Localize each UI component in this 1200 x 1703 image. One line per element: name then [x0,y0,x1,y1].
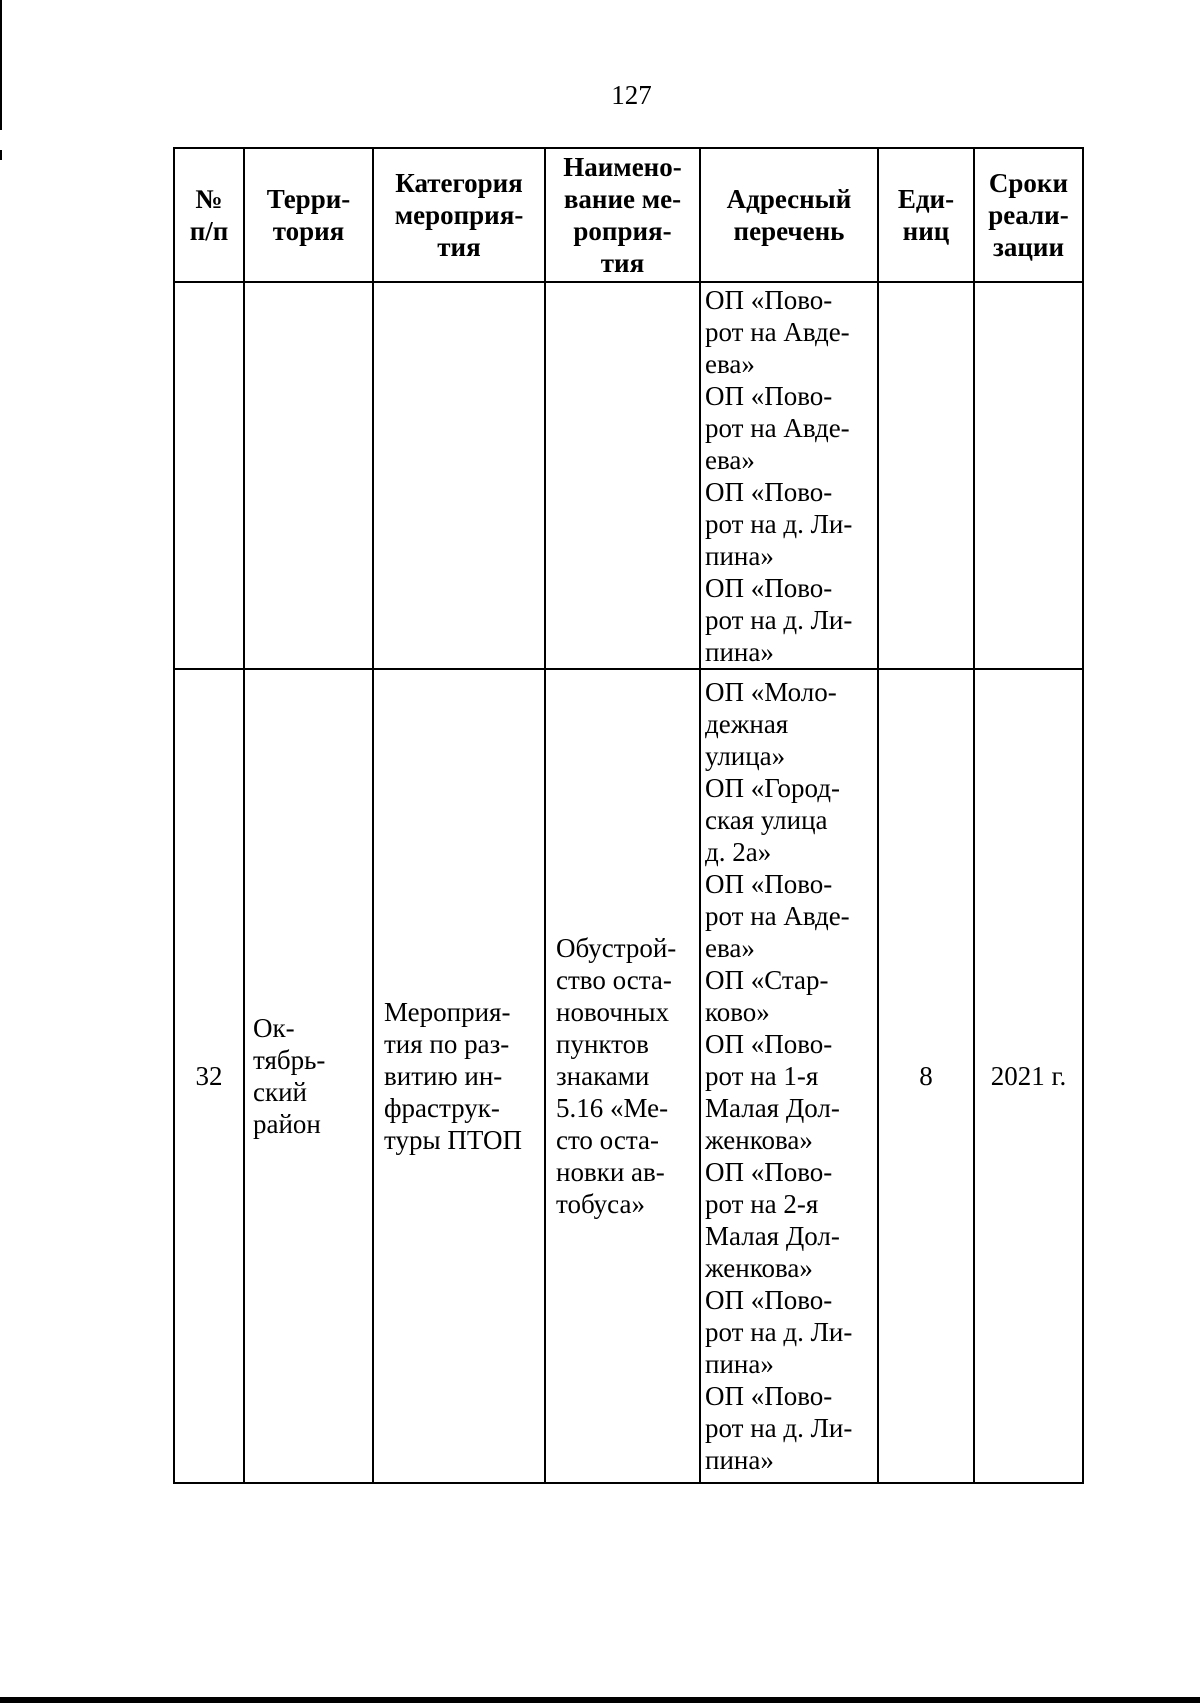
address-line: ОП «Пово- [705,284,833,315]
address-line: рот на д. Ли- [705,604,853,635]
address-line: ОП «Пово- [705,1381,833,1411]
cell-text-line: ство оста- [556,965,672,995]
cell-text-line: Категория [395,168,523,198]
table-header-row [174,148,1083,282]
cell-text-line: Сроки [988,168,1069,198]
cell-text-line: новочных [556,997,669,1027]
address-line: Малая Дол- [705,1221,840,1251]
address-line: пина» [705,1445,774,1475]
cell-text-line: мероприя- [394,200,524,230]
cell-text-line: Обустрой- [556,933,677,963]
address-line: ОП «Город- [705,773,840,803]
address-line: ева» [705,933,755,963]
cell-text-line: реали- [988,200,1069,230]
cell-text-line: Еди- [897,184,955,214]
address-line: ОП «Пово- [705,572,833,603]
address-line: пина» [705,1349,774,1379]
address-item [705,1156,873,1284]
scan-bottom-edge [0,1697,1200,1703]
address-item [705,1284,873,1380]
address-line: ева» [705,348,755,379]
cell-text-line: 5.16 «Ме- [556,1093,669,1123]
cell-deadline-empty [974,282,1083,669]
address-item [705,964,873,1028]
header-number [174,148,244,282]
cell-address-list [700,282,878,669]
address-item [705,380,873,476]
cell-text-line: зации [992,232,1065,262]
cell-text-line: п/п [189,216,229,246]
cell-text-line: тобуса» [556,1189,645,1219]
address-line: рот на Авде- [705,412,850,443]
address-line: улица» [705,741,786,771]
cell-text-line: фраструк- [384,1093,500,1123]
address-line: д. 2а» [705,837,772,867]
header-event-name [545,148,700,282]
page-number: 127 [611,80,652,110]
cell-text-line: ниц [902,216,950,246]
address-item [705,572,873,668]
cell-category-empty [373,282,545,669]
address-line: пина» [705,540,774,571]
cell-text-line: тия по раз- [384,1029,510,1059]
address-line: ева» [705,444,755,475]
address-line: ОП «Стар- [705,965,829,995]
header-category [373,148,545,282]
cell-text-line: тябрь- [253,1045,326,1075]
address-line: ОП «Пово- [705,1029,833,1059]
address-item [705,284,873,380]
address-line: женкова» [705,1253,813,1283]
cell-text-line: Наимено- [563,152,682,182]
address-line: Малая Дол- [705,1093,840,1123]
address-item [705,772,873,868]
cell-event-name-empty [545,282,700,669]
address-line: ОП «Пово- [705,869,833,899]
table-row-continuation [174,282,1083,669]
cell-text-line: тия [600,248,645,278]
cell-text-line: Мероприя- [384,997,511,1027]
address-line: женкова» [705,1125,813,1155]
cell-text-line: пунктов [556,1029,649,1059]
cell-text-line: тия [437,232,481,262]
header-units [878,148,974,282]
cell-text-line: знаками [556,1061,650,1091]
cell-text-line: витию ин- [384,1061,503,1091]
address-line: рот на Авде- [705,316,850,347]
cell-text-line: район [253,1109,321,1139]
address-line: рот на д. Ли- [705,1413,853,1443]
cell-event-name [545,669,700,1483]
cell-territory-empty [244,282,373,669]
cell-text-line: Ок- [253,1013,295,1043]
cell-text-line: сто оста- [556,1125,659,1155]
cell-text-line: Адресный [726,184,852,214]
cell-deadline: 2021 г. [974,669,1083,1483]
address-line: рот на д. Ли- [705,1317,853,1347]
address-item [705,676,873,772]
address-line: ково» [705,997,770,1027]
cell-number-empty [174,282,244,669]
scan-left-edge-mark [0,150,2,160]
header-deadline [974,148,1083,282]
address-item [705,476,873,572]
cell-text-line: Терри- [266,184,351,214]
address-line: ОП «Моло- [705,677,837,707]
address-line: ОП «Пово- [705,1285,833,1315]
address-line: рот на 2-я [705,1189,819,1219]
address-line: рот на 1-я [705,1061,819,1091]
cell-text-line: № [195,184,223,214]
events-table [173,147,1084,1484]
cell-units-empty [878,282,974,669]
address-line: ская улица [705,805,828,835]
cell-text-line: роприя- [573,216,672,246]
table-row [174,669,1083,1483]
header-territory [244,148,373,282]
address-item [705,868,873,964]
address-line: рот на Авде- [705,901,850,931]
cell-text-line: вание ме- [563,184,682,214]
address-item [705,1380,873,1476]
cell-text-line: перечень [733,216,845,246]
cell-text-line: тория [272,216,345,246]
cell-number: 32 [174,669,244,1483]
address-item [705,1028,873,1156]
header-address-list [700,148,878,282]
cell-text-line: ский [253,1077,307,1107]
address-line: пина» [705,636,774,667]
address-line: ОП «Пово- [705,380,833,411]
address-line: рот на д. Ли- [705,508,853,539]
address-line: ОП «Пово- [705,1157,833,1187]
cell-category [373,669,545,1483]
cell-text-line: новки ав- [556,1157,665,1187]
address-line: дежная [705,709,789,739]
cell-text-line: туры ПТОП [384,1125,522,1155]
cell-territory [244,669,373,1483]
cell-units: 8 [878,669,974,1483]
address-line: ОП «Пово- [705,476,833,507]
cell-address-list [700,669,878,1483]
